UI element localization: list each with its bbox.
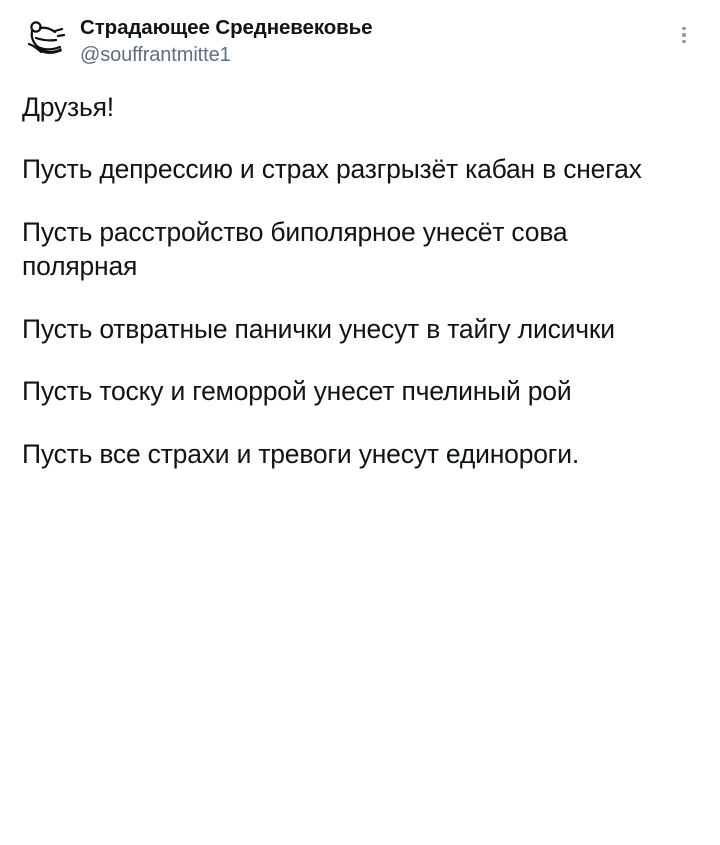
avatar[interactable] (22, 16, 68, 62)
post-paragraph: Пусть все страхи и тревоги унесут единороги. (22, 438, 580, 469)
post-header (22, 14, 698, 68)
post-body (22, 90, 698, 471)
post-paragraph: Пусть депрессию и страх разгрызёт кабан в снегах (22, 154, 642, 185)
medieval-drawing-avatar-icon (22, 16, 68, 62)
more-options-vertical-dots-icon (682, 40, 686, 44)
author-name[interactable]: Страдающее Средневековье (80, 16, 373, 39)
author-handle[interactable]: @souffrantmitte1 (80, 44, 231, 66)
author-block (80, 14, 372, 68)
more-options-vertical-dots-icon (682, 27, 686, 31)
post-paragraph: Пусть отвратные панички унесут в тайгу лисички (22, 313, 615, 344)
post-paragraph: Друзья! (22, 92, 114, 122)
post-paragraph: Пусть тоску и геморрой унесет пчелиный рой (22, 376, 572, 407)
more-options-button[interactable] (672, 20, 696, 50)
more-options-vertical-dots-icon (682, 33, 686, 37)
post-paragraph: Пусть расстройство биполярное унесёт сова полярная (22, 216, 568, 282)
